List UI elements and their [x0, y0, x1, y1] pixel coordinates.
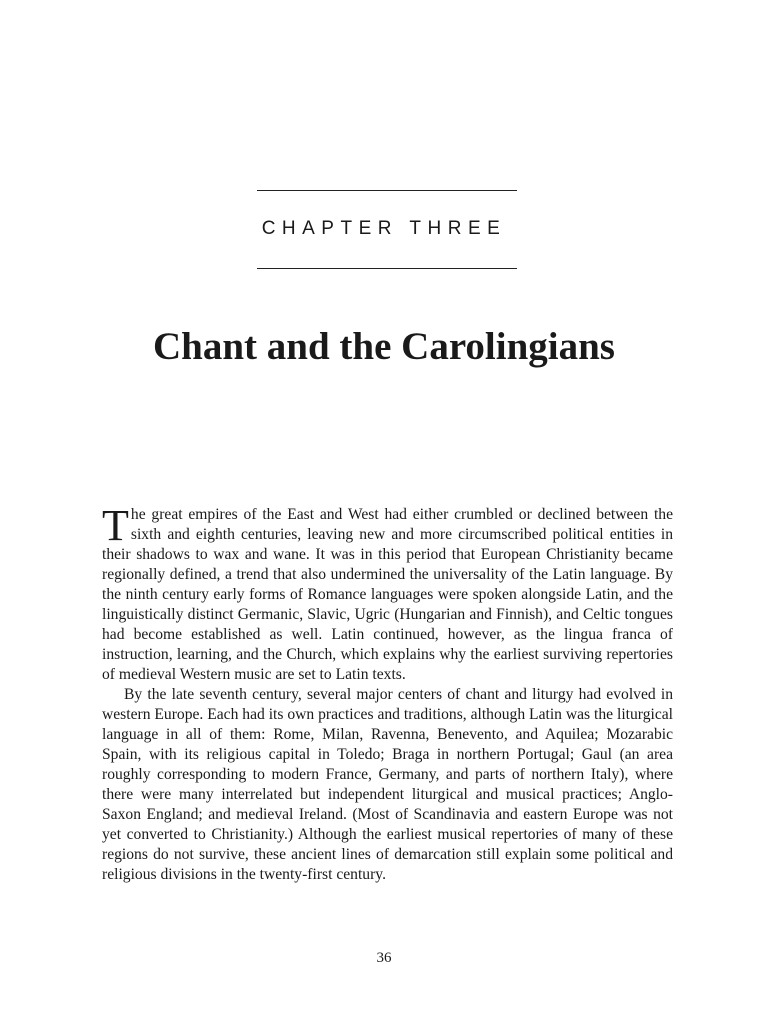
page-number: 36	[376, 950, 392, 966]
chapter-label: CHAPTER THREE	[261, 218, 507, 239]
paragraph-1	[102, 501, 673, 685]
body-text	[102, 501, 673, 885]
chapter-rule-bottom	[257, 268, 517, 269]
chapter-title: Chant and the Carolingians	[153, 325, 615, 368]
drop-cap: T	[102, 501, 129, 550]
chapter-rule-top	[257, 190, 517, 191]
paragraph-2: By the late seventh century, several major centers of chant and liturgy had evolved in western Europe. Each had its own practices and traditions, although Latin was the liturgical language in all of them: Rome, Milan, Ravenna, Benevento, and Aquilea; Mozarabic Spain, with its religious capital in Toledo; Braga in northern Portugal; Gaul (an area roughly corresponding to modern France, Germany, and parts of northern Italy), where there were many interrelated but independent liturgical and musical practices; Anglo-Saxon England; and medieval Ireland. (Most of Scandinavia and eastern Europe was not yet converted to Christianity.) Although the earliest musical repertories of many of these regions do not survive, these ancient lines of demarcation still explain some political and religious divisions in the twenty-first century.	[102, 686, 673, 883]
paragraph-1-text: he great empires of the East and West had either crumbled or declined between the sixth and eighth centuries, leaving new and more circumscribed political entities in their shadows to wax and wane. It was in this period that European Christianity became regionally defined, a trend that also undermined the universality of the Latin language. By the ninth century early forms of Romance languages were spoken alongside Latin, and the linguistically distinct Germanic, Slavic, Ugric (Hungarian and Finnish), and Celtic tongues had become established as well. Latin continued, however, as the lingua franca of instruction, learning, and the Church, which explains why the earliest surviving repertories of medieval Western music are set to Latin texts.	[102, 506, 673, 683]
